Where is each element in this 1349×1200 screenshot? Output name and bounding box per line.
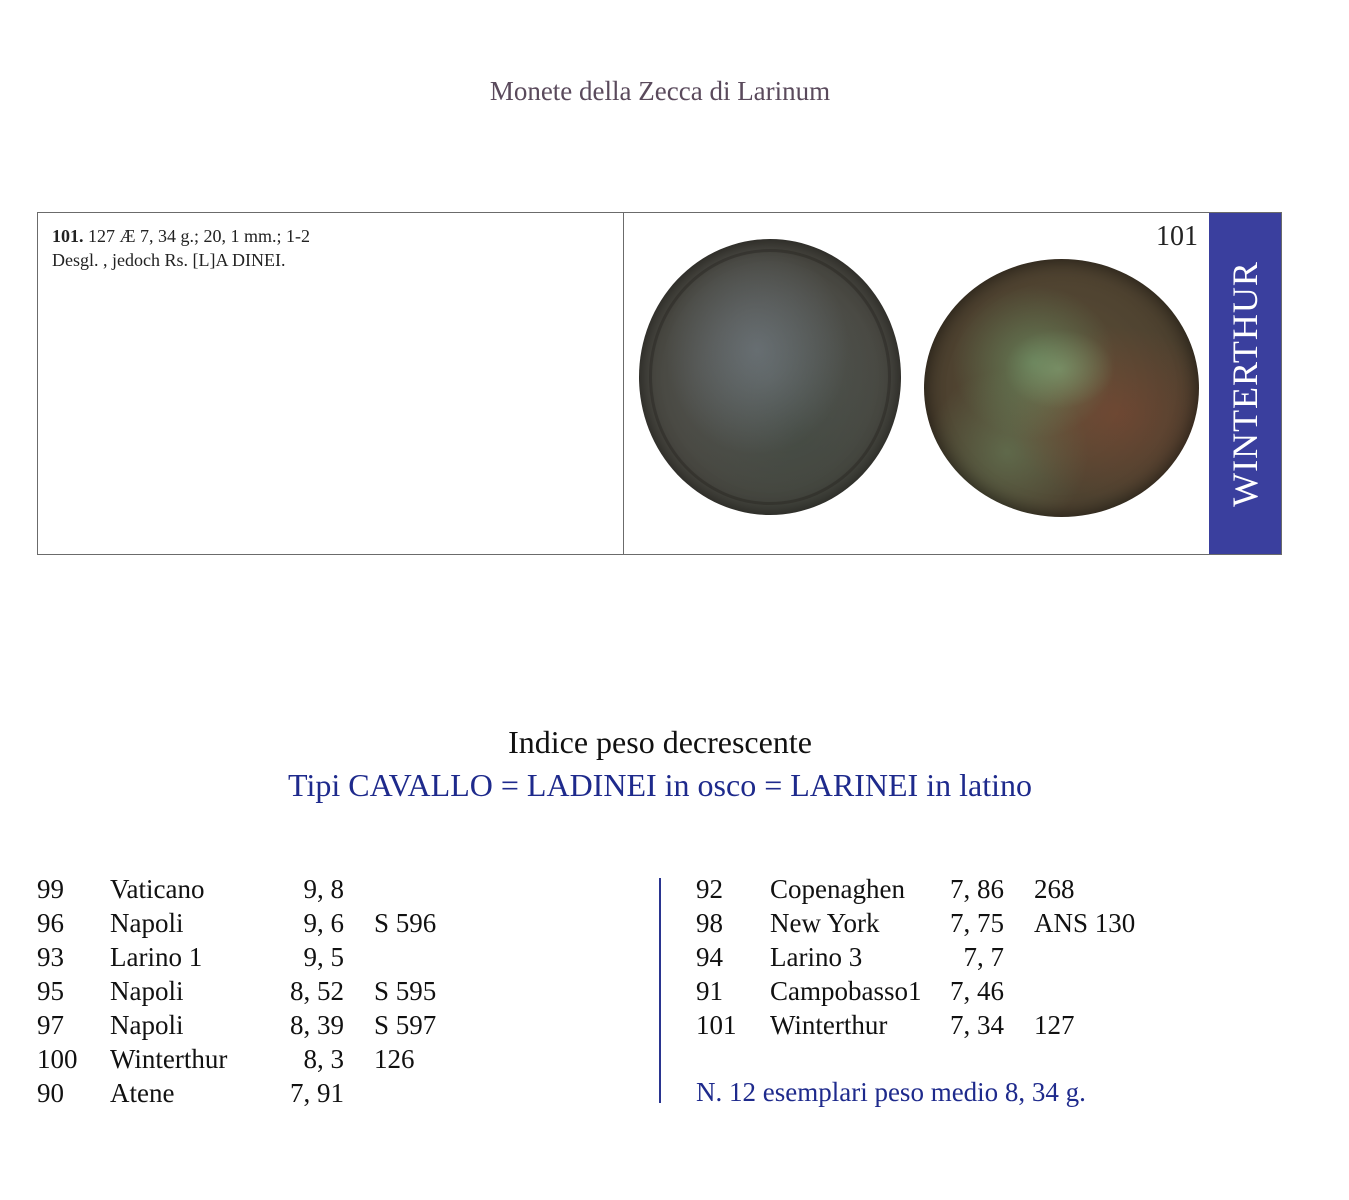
row-weight: 9, 6 [303,908,344,938]
coin-reverse-image [924,259,1199,517]
coin-catalog-card [37,212,1282,555]
row-location: Napoli [110,1010,184,1040]
coin-photo-panel [624,213,1210,554]
row-location: Campobasso1 [770,976,922,1006]
coin-obverse-image [639,239,901,515]
row-weight: 8, 3 [303,1044,344,1074]
row-reference: 126 [374,1044,415,1074]
entry-detail: 127 Æ 7, 34 g.; 20, 1 mm.; 1-2 [88,226,311,246]
row-reference: S 597 [374,1010,437,1040]
row-location: Atene [110,1078,175,1108]
index-title: Indice peso decrescente [508,724,812,760]
column-divider [659,878,661,1103]
row-number: 96 [37,908,64,938]
row-number: 101 [696,1010,737,1040]
row-number: 94 [696,942,723,972]
coin-entry-line [52,224,609,248]
row-number: 99 [37,874,64,904]
running-title: Monete della Zecca di Larinum [489,76,831,106]
collection-tab [1209,213,1281,554]
row-location: Vaticano [110,874,205,904]
row-location: Napoli [110,908,184,938]
row-weight: 9, 8 [303,874,344,904]
row-number: 91 [696,976,723,1006]
row-location: Larino 3 [770,942,863,972]
entry-number: 101. [52,226,84,246]
index-subtitle: Tipi CAVALLO = LADINEI in osco = LARINEI in latino [288,767,1032,803]
row-location: Larino 1 [110,942,203,972]
row-weight: 7, 75 [950,908,1004,938]
row-number: 95 [37,976,64,1006]
row-location: Napoli [110,976,184,1006]
row-reference: S 596 [374,908,437,938]
row-number: 90 [37,1078,64,1108]
sample-summary: N. 12 esemplari peso medio 8, 34 g. [696,1077,1086,1107]
row-number: 100 [37,1044,78,1074]
row-weight: 8, 52 [290,976,344,1006]
row-weight: 7, 46 [950,976,1004,1006]
row-number: 98 [696,908,723,938]
row-location: Winterthur [770,1010,888,1040]
row-weight: 7, 34 [950,1010,1004,1040]
row-reference: 268 [1034,874,1075,904]
row-location: Winterthur [110,1044,228,1074]
collection-tab-label: WINTERTHUR [1225,260,1265,507]
row-reference: ANS 130 [1034,908,1136,938]
row-location: Copenaghen [770,874,905,904]
coin-description [38,213,624,554]
row-number: 92 [696,874,723,904]
row-weight: 8, 39 [290,1010,344,1040]
catalog-number: 101 [1156,221,1198,252]
row-location: New York [770,908,880,938]
row-weight: 7, 7 [963,942,1004,972]
row-weight: 9, 5 [303,942,344,972]
row-number: 93 [37,942,64,972]
row-reference: S 595 [374,976,437,1006]
row-reference: 127 [1034,1010,1075,1040]
row-number: 97 [37,1010,64,1040]
row-weight: 7, 91 [290,1078,344,1108]
coin-note: Desgl. , jedoch Rs. [L]A DINEI. [52,250,286,270]
row-weight: 7, 86 [950,874,1004,904]
